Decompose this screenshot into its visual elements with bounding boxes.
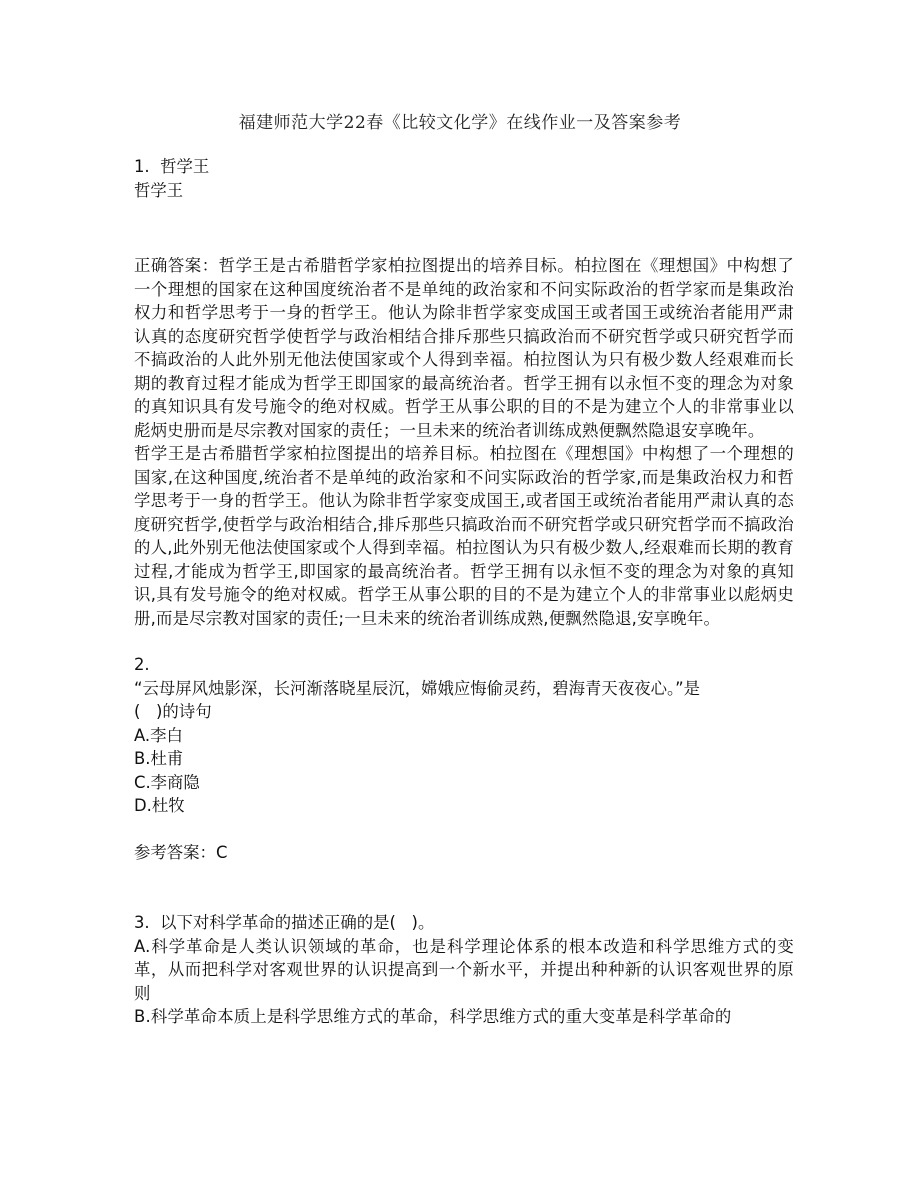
answer-label: 正确答案：: [134, 256, 219, 275]
question-1-answer: [134, 254, 794, 442]
question-3-heading: [134, 911, 794, 935]
question-1-explanation: 哲学王是古希腊哲学家柏拉图提出的培养目标。柏拉图在《理想国》中构想了一个理想的国家,在这种国度,统治者不是单纯的政治家和不问实际政治的哲学家,而是集政治权力和哲学思考于一身的哲学王。他认为除非哲学家变成国王,或者国王或统治者能用严肃认真的态度研究哲学,使哲学与政治相结合,排斥那些只搞政治而不研究哲学或只研究哲学而不搞政治的人,此外别无他法使国家或个人得到幸福。柏拉图认为只有极少数人,经艰难而长期的教育过程,才能成为哲学王,即国家的最高统治者。哲学王拥有以永恒不变的理念为对象的真知识,具有发号施令的绝对权威。哲学王从事公职的目的不是为建立个人的非常事业以彪炳史册,而是尽宗教对国家的责任;一旦未来的统治者训练成熟,便飘然隐退,安享晚年。: [134, 444, 794, 628]
option-a: A.科学革命是人类认识领域的革命，也是科学理论体系的根本改造和科学思维方式的变革，从而把科学对客观世界的认识提高到一个新水平，并提出种种新的认识客观世界的原则: [134, 936, 794, 1003]
answer-text: 哲学王是古希腊哲学家柏拉图提出的培养目标。柏拉图在《理想国》中构想了一个理想的国家在这种国度统治者不是单纯的政治家和不问实际政治的哲学家而是集政治权力和哲学思考于一身的哲学王。他认为除非哲学家变成国王或者国王或统治者能用严肃认真的态度研究哲学使哲学与政治相结合排斥那些只搞政治而不研究哲学或只研究哲学而不搞政治的人此外别无他法使国家或个人得到幸福。柏拉图认为只有极少数人经艰难而长期的教育过程才能成为哲学王即国家的最高统治者。哲学王拥有以永恒不变的理念为对象的真知识具有发号施令的绝对权威。哲学王从事公职的目的不是为建立个人的非常事业以彪炳史册而是尽宗教对国家的责任；一旦未来的统治者训练成熟便飘然隐退安享晚年。: [134, 256, 794, 440]
question-3: [134, 911, 794, 1029]
document-title: 福建师范大学22春《比较文化学》在线作业一及答案参考: [238, 113, 682, 133]
option-d: D.杜牧: [134, 796, 185, 815]
question-2-stem-line1: “云母屏风烛影深，长河渐落晓星辰沉，嫦娥应悔偷灵药，碧海青天夜夜心。”是: [134, 678, 701, 698]
question-2: [134, 653, 794, 864]
question-1-heading: [134, 155, 794, 179]
question-stem: 以下对科学革命的描述正确的是( )。: [160, 913, 435, 932]
question-number: 3.: [134, 913, 150, 932]
document-body: [134, 155, 794, 1029]
reference-answer: 参考答案：C: [134, 842, 228, 862]
spacer: [134, 202, 794, 254]
question-2-stem-line2: ( )的诗句: [134, 702, 212, 721]
spacer: [134, 864, 794, 911]
spacer: [134, 630, 794, 653]
question-2-number: 2.: [134, 655, 150, 674]
question-title: 哲学王: [160, 157, 210, 176]
option-c: C.李商隐: [134, 772, 200, 792]
spacer: [134, 818, 794, 841]
option-b: B.科学革命本质上是科学思维方式的革命，科学思维方式的重大变革是科学革命的: [134, 1007, 732, 1026]
option-b: B.杜甫: [134, 749, 184, 768]
question-1: [134, 155, 794, 630]
option-a: A.李白: [134, 725, 183, 745]
question-1-subtitle: 哲学王: [134, 180, 184, 200]
question-number: 1.: [134, 157, 150, 176]
